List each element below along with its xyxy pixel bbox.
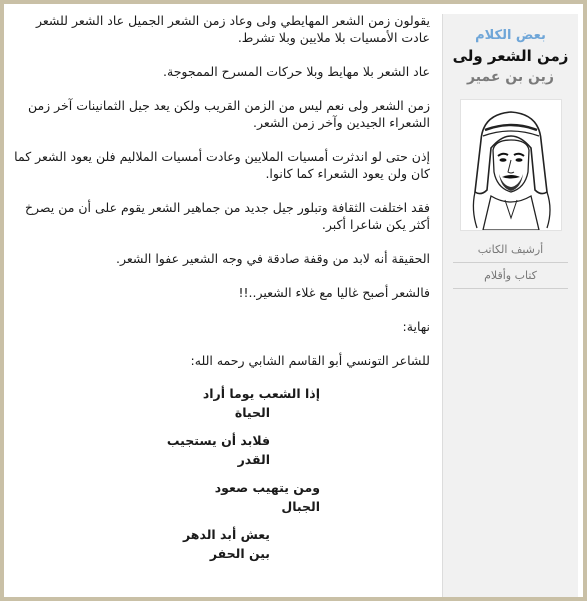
article-paragraph: زمن الشعر ولى نعم ليس من الزمن القريب ولكن يعد جيل الثمانينات آخر زمن الشعراء الجيدين وآخر زمن الشعر. bbox=[27, 98, 430, 130]
poem-verse bbox=[14, 525, 430, 563]
writers-and-pens-link[interactable]: كتاب وأقلام bbox=[453, 263, 568, 289]
poem-line: فلابد أن يستجيب bbox=[166, 433, 270, 448]
article-paragraph: نهاية: bbox=[402, 319, 430, 334]
article-paragraph: عاد الشعر بلا مهايط وبلا حركات المسرح الممجوجة. bbox=[163, 64, 430, 79]
poem-verse bbox=[14, 384, 430, 422]
poem-line: الحياة bbox=[234, 405, 270, 420]
poem-verse bbox=[14, 431, 430, 469]
poem-line: الجبال bbox=[281, 499, 320, 514]
article-title: زمن الشعر ولى bbox=[452, 47, 569, 65]
article-paragraph: الحقيقة أنه لابد من وقفة صادقة في وجه الشعير عفوا الشعر. bbox=[116, 251, 430, 266]
column-section-label: بعض الكلام bbox=[475, 28, 546, 43]
article-paragraph: فقد اختلفت الثقافة وتبلور جيل جديد من جماهير الشعر يقوم على أن من يصرخ أكثر يكن شاعرا أكبر. bbox=[24, 200, 430, 232]
poem-line: بين الحفر bbox=[209, 546, 270, 561]
author-sketch-image bbox=[461, 100, 561, 230]
poem bbox=[14, 384, 430, 563]
author-name: زين بن عمير bbox=[467, 69, 554, 85]
article-paragraph: للشاعر التونسي أبو القاسم الشابي رحمه الله: bbox=[190, 353, 430, 368]
author-portrait bbox=[460, 99, 562, 231]
poem-line: ومن يتهيب صعود bbox=[214, 480, 320, 495]
article-body bbox=[14, 12, 430, 597]
article-paragraph: فالشعر أصبح غاليا مع غلاء الشعير..!! bbox=[238, 285, 430, 300]
author-sidebar bbox=[442, 14, 578, 597]
poem-line: إذا الشعب يوما أراد bbox=[202, 386, 320, 401]
poem-line: القدر bbox=[237, 452, 270, 467]
article-paragraph: يقولون زمن الشعر المهايطي ولى وعاد زمن الشعر الجميل عاد الشعر للشعر عادت الأمسيات بلا ملايين وبلا تشرط. bbox=[35, 13, 430, 45]
poem-line: يعش أبد الدهر bbox=[183, 527, 270, 542]
article-paragraph: إذن حتى لو اندثرت أمسيات الملايين وعادت أمسيات الملاليم فلن يعود الشعر كما كان ولن يعود الشعراء كما كانوا. bbox=[14, 149, 430, 181]
author-archive-link[interactable]: أرشيف الكاتب bbox=[453, 237, 568, 263]
poem-verse bbox=[14, 478, 430, 516]
